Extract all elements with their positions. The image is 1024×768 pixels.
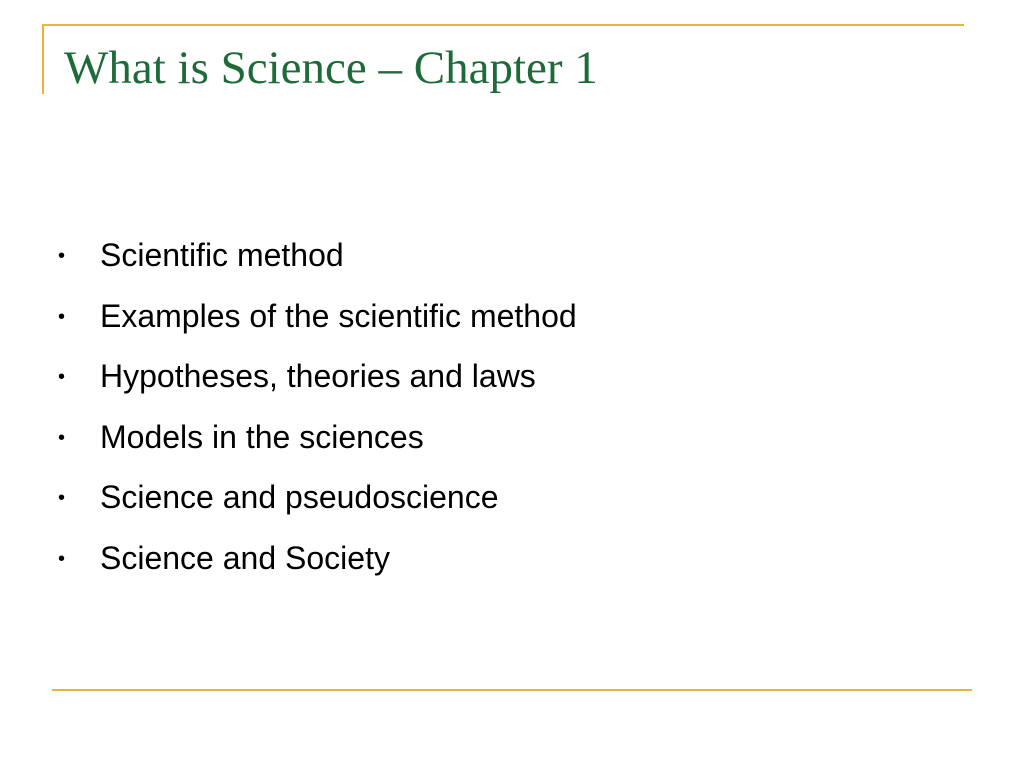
list-item (58, 532, 577, 593)
bullet-icon: • (58, 487, 66, 510)
list-item (58, 411, 577, 472)
list-item-text: Science and pseudoscience (100, 479, 499, 516)
bullet-icon: • (58, 366, 66, 389)
list-item-text: Scientific method (100, 237, 344, 273)
list-item (58, 471, 577, 532)
list-item-text: Hypotheses, theories and laws (100, 358, 536, 395)
bullet-icon: • (58, 426, 66, 449)
slide-title: What is Science – Chapter 1 (64, 42, 598, 94)
bullet-icon: • (58, 245, 66, 267)
list-item (58, 229, 577, 290)
bottom-accent-line (52, 689, 972, 691)
bullet-icon: • (58, 305, 66, 328)
list-item (58, 350, 577, 411)
list-item-text: Examples of the scientific method (100, 297, 577, 334)
bullet-list (58, 229, 577, 593)
list-item-text: Models in the sciences (100, 418, 424, 455)
list-item (58, 290, 577, 351)
bullet-icon: • (58, 547, 66, 570)
top-accent-line (42, 24, 964, 26)
left-accent-line (42, 24, 44, 94)
list-item-text: Science and Society (100, 539, 390, 576)
